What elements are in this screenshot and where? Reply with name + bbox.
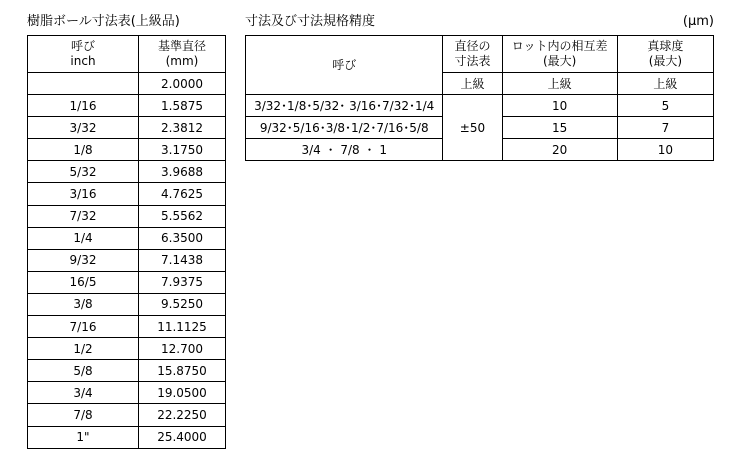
header-inch-label: inch bbox=[70, 54, 96, 68]
size-mm-cell: 19.0500 bbox=[139, 382, 226, 404]
size-mm-cell: 2.3812 bbox=[139, 117, 226, 139]
size-inch-cell: 3/8 bbox=[28, 293, 139, 315]
tolerance-sizes: 3/32･1/8･5/32･ 3/16･7/32･1/4 bbox=[246, 95, 443, 117]
header-nominal-inch bbox=[28, 36, 139, 73]
tolerance-lot: 15 bbox=[502, 117, 617, 139]
size-mm-cell: 3.9688 bbox=[139, 161, 226, 183]
grade-sphericity: 上級 bbox=[617, 73, 713, 95]
header-nominal-label: 呼び bbox=[70, 39, 95, 53]
tolerance-table bbox=[245, 35, 714, 161]
size-inch-cell: 1/16 bbox=[28, 95, 139, 117]
tolerance-row bbox=[246, 95, 714, 117]
size-mm-cell: 5.5562 bbox=[139, 205, 226, 227]
size-inch-cell: 7/16 bbox=[28, 316, 139, 338]
size-row bbox=[28, 293, 226, 315]
size-inch-cell: 1/2 bbox=[28, 338, 139, 360]
header-sphericity bbox=[617, 36, 713, 73]
tolerance-table-title: 寸法及び寸法規格精度 bbox=[245, 14, 376, 29]
size-inch-cell: 1/4 bbox=[28, 227, 139, 249]
size-mm-cell: 7.9375 bbox=[139, 271, 226, 293]
size-inch-cell: 9/32 bbox=[28, 249, 139, 271]
size-mm-cell: 2.0000 bbox=[139, 73, 226, 95]
size-inch-cell: 1" bbox=[28, 426, 139, 448]
header-sphericity-line1: 真球度 bbox=[647, 39, 684, 53]
tolerance-sphericity: 7 bbox=[617, 117, 713, 139]
size-mm-cell: 12.700 bbox=[139, 338, 226, 360]
size-row bbox=[28, 95, 226, 117]
size-table-header bbox=[28, 36, 226, 73]
size-row bbox=[28, 227, 226, 249]
grade-diameter: 上級 bbox=[443, 73, 502, 95]
size-inch-cell: 7/32 bbox=[28, 205, 139, 227]
tolerance-lot: 20 bbox=[502, 139, 617, 161]
size-inch-cell: 1/8 bbox=[28, 139, 139, 161]
size-inch-cell: 3/16 bbox=[28, 183, 139, 205]
diameter-tolerance-value: ±50 bbox=[443, 95, 502, 161]
header-lot-line2: (最大) bbox=[542, 54, 577, 68]
size-row bbox=[28, 404, 226, 426]
size-row bbox=[28, 117, 226, 139]
size-mm-cell: 25.4000 bbox=[139, 426, 226, 448]
size-mm-cell: 22.2250 bbox=[139, 404, 226, 426]
header-diameter-line1: 直径の bbox=[454, 39, 491, 53]
size-mm-cell: 4.7625 bbox=[139, 183, 226, 205]
unit-label: (μm) bbox=[682, 14, 714, 29]
size-inch-cell: 3/4 bbox=[28, 382, 139, 404]
header-diameter-tolerance bbox=[443, 36, 502, 73]
size-inch-cell: 7/8 bbox=[28, 404, 139, 426]
header-diameter-line2: 寸法表 bbox=[454, 54, 491, 68]
size-row bbox=[28, 271, 226, 293]
size-row bbox=[28, 183, 226, 205]
size-row bbox=[28, 382, 226, 404]
tolerance-sizes: 3/4 ・ 7/8 ・ 1 bbox=[246, 139, 443, 161]
size-inch-cell: 3/32 bbox=[28, 117, 139, 139]
tolerance-sphericity: 10 bbox=[617, 139, 713, 161]
size-inch-cell: 5/32 bbox=[28, 161, 139, 183]
size-row bbox=[28, 338, 226, 360]
header-sphericity-line2: (最大) bbox=[648, 54, 683, 68]
size-mm-cell: 7.1438 bbox=[139, 249, 226, 271]
header-mm-label: (mm) bbox=[165, 54, 199, 68]
grade-lot: 上級 bbox=[502, 73, 617, 95]
size-table bbox=[27, 35, 226, 449]
size-row bbox=[28, 360, 226, 382]
header-lot-line1: ロット内の相互差 bbox=[511, 39, 608, 53]
size-mm-cell: 11.1125 bbox=[139, 316, 226, 338]
size-row bbox=[28, 161, 226, 183]
size-row bbox=[28, 139, 226, 161]
size-inch-cell: 16/5 bbox=[28, 271, 139, 293]
size-mm-cell: 1.5875 bbox=[139, 95, 226, 117]
size-row bbox=[28, 205, 226, 227]
size-inch-cell bbox=[28, 73, 139, 95]
tolerance-header-row bbox=[246, 36, 714, 73]
header-diameter-label: 基準直径 bbox=[157, 39, 206, 53]
header-diameter-mm bbox=[139, 36, 226, 73]
tolerance-sizes: 9/32･5/16･3/8･1/2･7/16･5/8 bbox=[246, 117, 443, 139]
header-nominal: 呼び bbox=[246, 36, 443, 95]
tolerance-sphericity: 5 bbox=[617, 95, 713, 117]
size-row bbox=[28, 249, 226, 271]
tolerance-lot: 10 bbox=[502, 95, 617, 117]
size-table-title: 樹脂ボール寸法表(上級品) bbox=[27, 14, 180, 29]
size-row bbox=[28, 426, 226, 448]
size-row bbox=[28, 316, 226, 338]
size-mm-cell: 15.8750 bbox=[139, 360, 226, 382]
size-mm-cell: 6.3500 bbox=[139, 227, 226, 249]
size-mm-cell: 3.1750 bbox=[139, 139, 226, 161]
size-row bbox=[28, 73, 226, 95]
size-mm-cell: 9.5250 bbox=[139, 293, 226, 315]
header-lot-variation bbox=[502, 36, 617, 73]
size-inch-cell: 5/8 bbox=[28, 360, 139, 382]
